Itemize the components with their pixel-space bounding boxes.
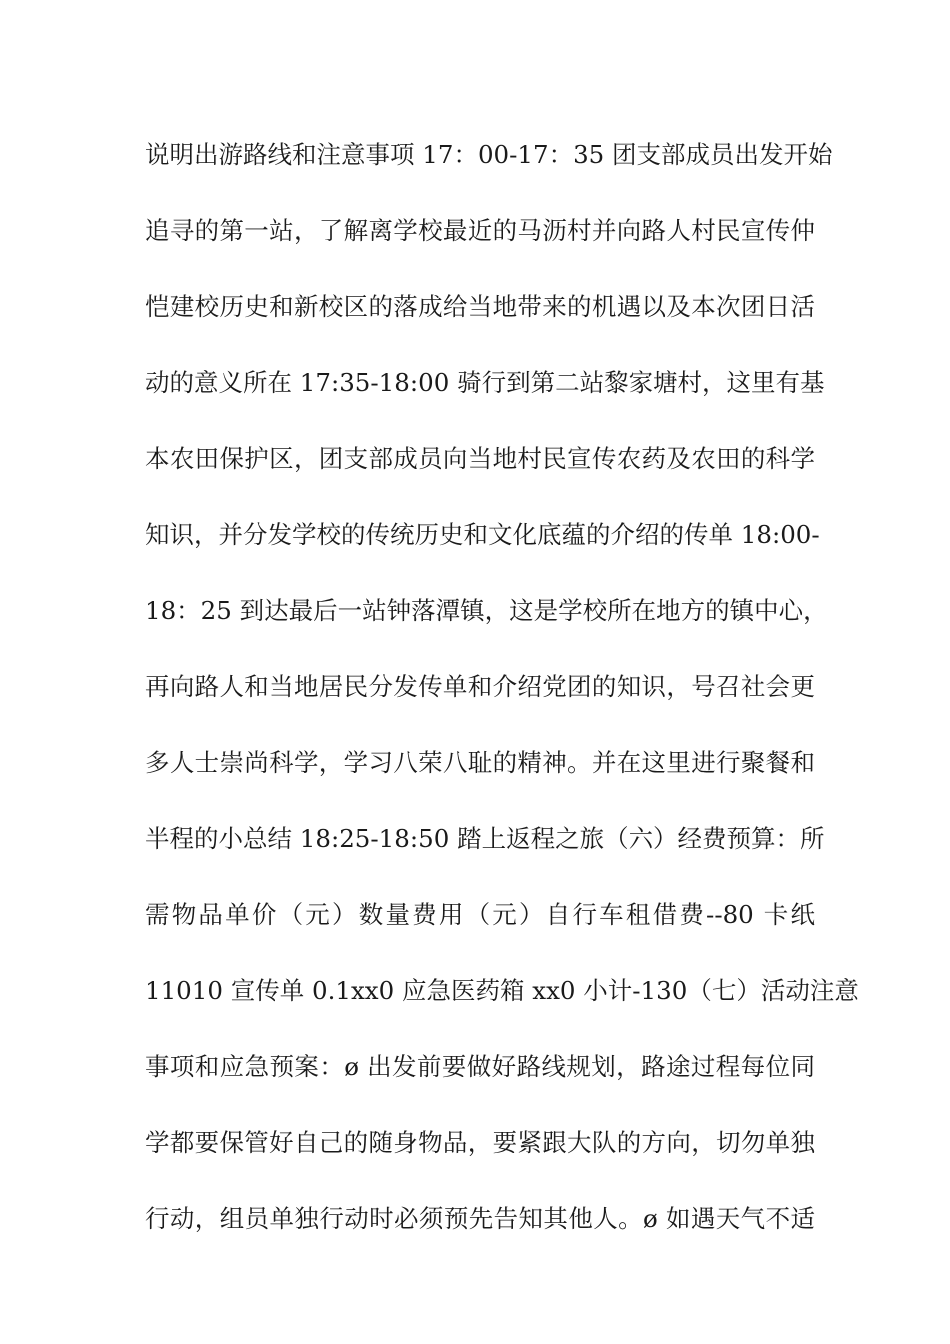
text-line: 恺建校历史和新校区的落成给当地带来的机遇以及本次团日活 <box>145 292 815 321</box>
text-line: 需物品单价（元）数量费用（元）自行车租借费--80 卡纸 <box>145 900 815 929</box>
text-line: 说明出游路线和注意事项 17：00-17：35 团支部成员出发开始 <box>145 140 833 169</box>
text-line: 18：25 到达最后一站钟落潭镇，这是学校所在地方的镇中心， <box>145 596 828 625</box>
text-line: 事项和应急预案：ø 出发前要做好路线规划，路途过程每位同 <box>145 1052 815 1081</box>
body-text <box>145 132 859 1272</box>
text-line: 本农田保护区，团支部成员向当地村民宣传农药及农田的科学 <box>145 444 815 473</box>
text-line: 知识，并分发学校的传统历史和文化底蕴的介绍的传单 18:00- <box>145 520 820 549</box>
text-line: 多人士崇尚科学，学习八荣八耻的精神。并在这里进行聚餐和 <box>145 748 815 777</box>
text-line: 再向路人和当地居民分发传单和介绍党团的知识，号召社会更 <box>145 672 815 701</box>
text-line: 动的意义所在 17:35-18:00 骑行到第二站黎家塘村，这里有基 <box>145 368 825 397</box>
text-line: 行动，组员单独行动时必须预先告知其他人。ø 如遇天气不适 <box>145 1204 815 1233</box>
text-line: 学都要保管好自己的随身物品，要紧跟大队的方向，切勿单独 <box>145 1128 815 1157</box>
text-line: 半程的小总结 18:25-18:50 踏上返程之旅（六）经费预算：所 <box>145 824 825 853</box>
text-line: 11010 宣传单 0.1xx0 应急医药箱 xx0 小计-130（七）活动注意 <box>145 976 859 1005</box>
text-line: 追寻的第一站，了解离学校最近的马沥村并向路人村民宣传仲 <box>145 216 815 245</box>
